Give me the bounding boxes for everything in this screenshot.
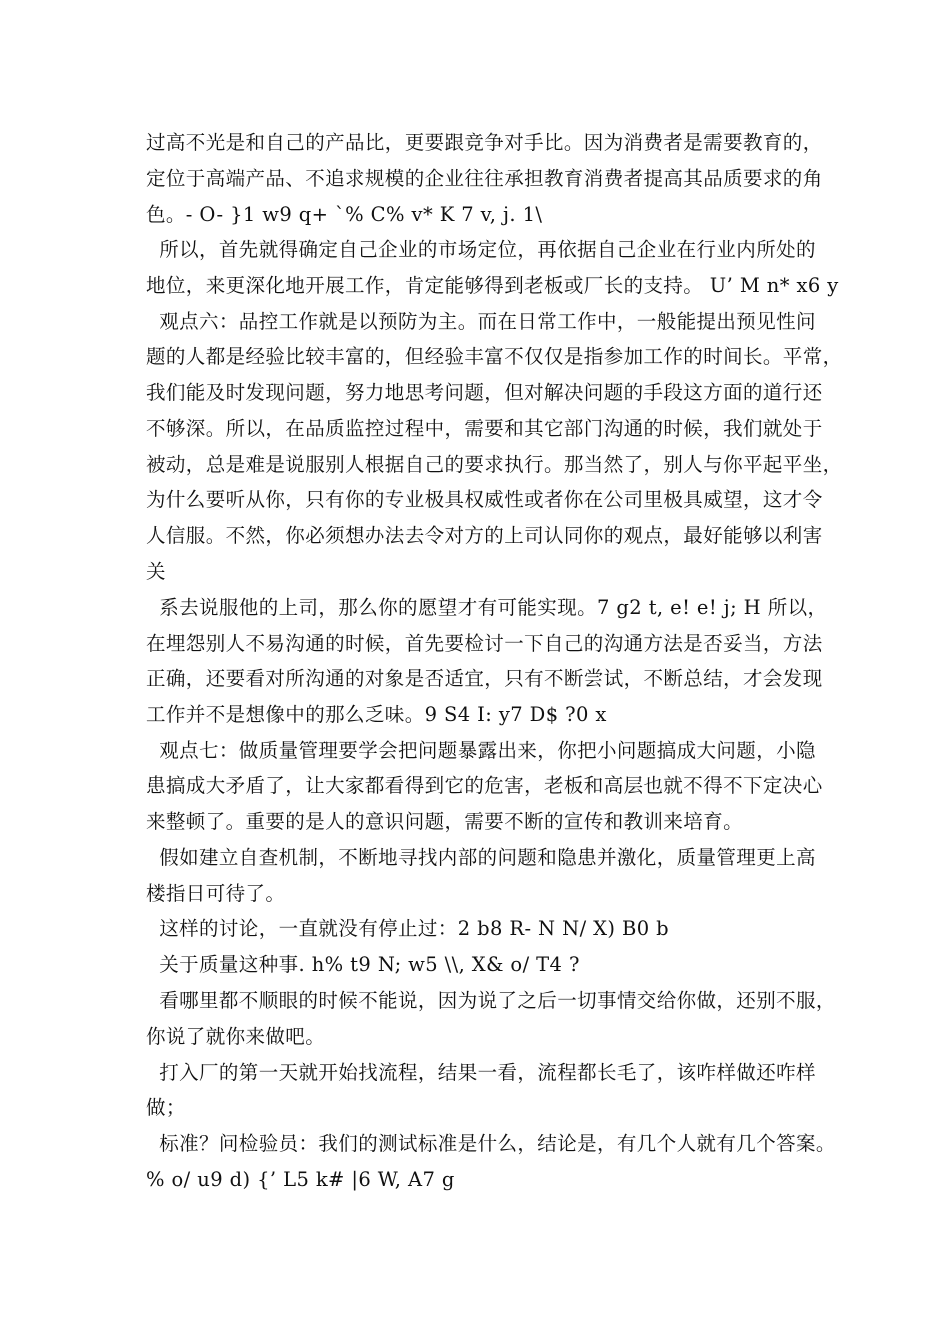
text-line: 关: [146, 560, 166, 583]
text-line: 色。- O- }1 w9 q+ `% C% v* K 7 v, j. 1\: [146, 203, 543, 226]
text-line: 定位于高端产品、不追求规模的企业往往承担教育消费者提高其品质要求的角: [146, 167, 823, 190]
text-line: 过高不光是和自己的产品比，更要跟竞争对手比。因为消费者是需要教育的，: [146, 131, 823, 154]
text-line: 不够深。所以，在品质监控过程中，需要和其它部门沟通的时候，我们就处于: [146, 417, 823, 440]
text-line: 标准？问检验员：我们的测试标准是什么，结论是，有几个人就有几个答案。: [146, 1132, 836, 1155]
text-line: 这样的讨论，一直就没有停止过：2 b8 R- N N/ X) B0 b: [146, 917, 670, 940]
text-line: 观点七：做质量管理要学会把问题暴露出来，你把小问题搞成大问题，小隐: [146, 739, 816, 762]
text-line: 正确，还要看对所沟通的对象是否适宜，只有不断尝试，不断总结，才会发现: [146, 667, 823, 690]
text-line: 假如建立自查机制，不断地寻找内部的问题和隐患并激化，质量管理更上高: [146, 846, 816, 869]
text-line: 被动，总是难是说服别人根据自己的要求执行。那当然了，别人与你平起平坐，: [146, 453, 843, 476]
text-line: 所以，首先就得确定自己企业的市场定位，再依据自己企业在行业内所处的: [146, 238, 816, 261]
text-line: 看哪里都不顺眼的时候不能说，因为说了之后一切事情交给你做，还别不服，: [146, 989, 836, 1012]
text-line: 做；: [146, 1096, 186, 1119]
text-line: 地位，来更深化地开展工作，肯定能够得到老板或厂长的支持。 U’ M n* x6 y: [146, 274, 839, 297]
text-line: 你说了就你来做吧。: [146, 1025, 326, 1048]
text-line: 在埋怨别人不易沟通的时候，首先要检讨一下自己的沟通方法是否妥当，方法: [146, 632, 823, 655]
text-line: 人信服。不然，你必须想办法去令对方的上司认同你的观点，最好能够以利害: [146, 524, 823, 547]
text-line: % o/ u9 d) {’ L5 k# |6 W, A7 g: [146, 1168, 455, 1191]
text-line: 观点六：品控工作就是以预防为主。而在日常工作中，一般能提出预见性问: [146, 310, 816, 333]
text-line: 关于质量这种事. h% t9 N; w5 \\, X& o/ T4 ?: [146, 953, 580, 976]
text-line: 楼指日可待了。: [146, 882, 286, 905]
text-line: 工作并不是想像中的那么乏味。9 S4 I: y7 D$ ?0 x: [146, 703, 607, 726]
text-line: 我们能及时发现问题，努力地思考问题，但对解决问题的手段这方面的道行还: [146, 381, 823, 404]
text-line: 患搞成大矛盾了，让大家都看得到它的危害，老板和高层也就不得不下定决心: [146, 774, 823, 797]
text-line: 题的人都是经验比较丰富的，但经验丰富不仅仅是指参加工作的时间长。平常，: [146, 345, 843, 368]
text-line: 来整顿了。重要的是人的意识问题，需要不断的宣传和教训来培育。: [146, 810, 744, 833]
text-line: 打入厂的第一天就开始找流程，结果一看，流程都长毛了，该咋样做还咋样: [146, 1061, 816, 1084]
text-line: 系去说服他的上司，那么你的愿望才有可能实现。7 g2 t, e! e! j; H 所以，: [146, 596, 828, 619]
text-line: 为什么要听从你，只有你的专业极具权威性或者你在公司里极具威望，这才令: [146, 488, 823, 511]
